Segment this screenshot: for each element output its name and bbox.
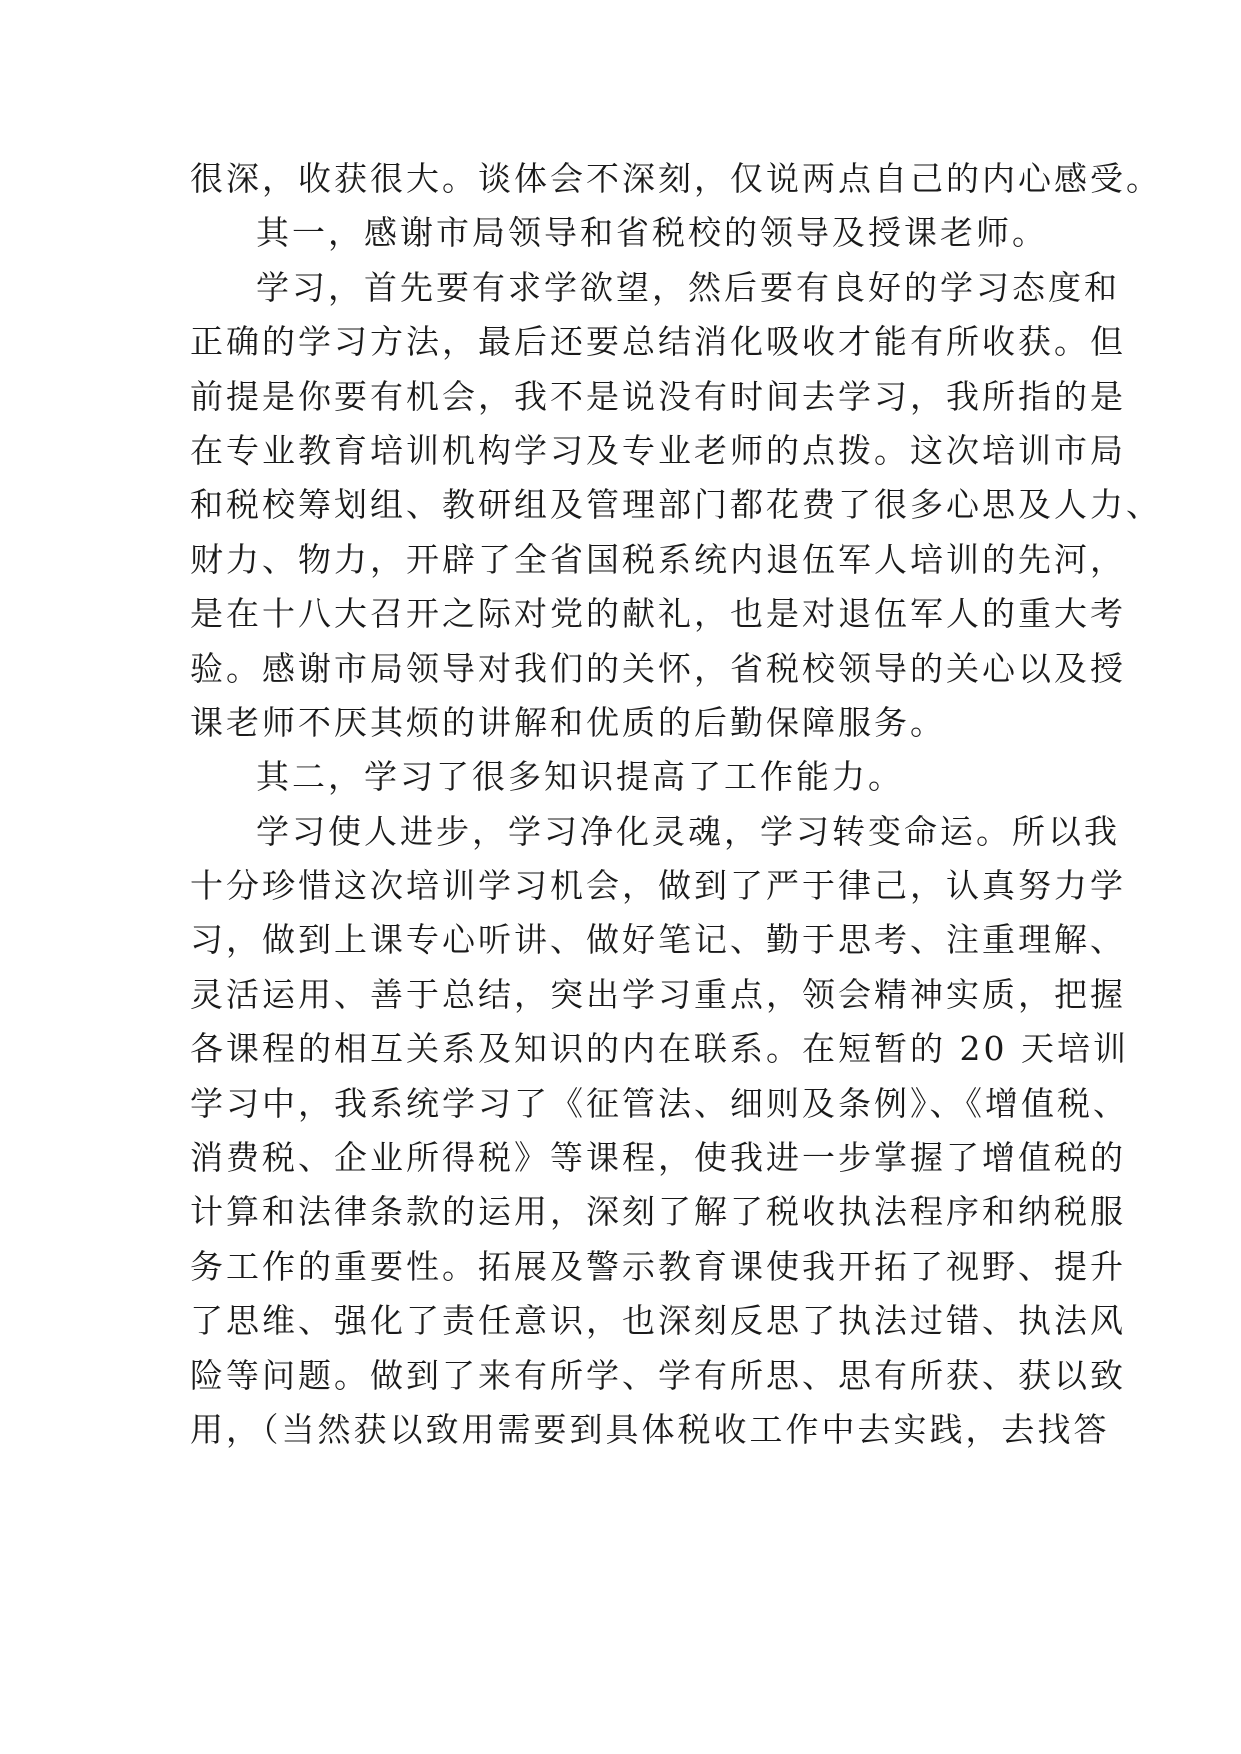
text-line: 学习中，我系统学习了《征管法、细则及条例》、《增值税、 [190,1083,1129,1123]
text-line: 务工作的重要性。拓展及警示教育课使我开拓了视野、提升 [190,1246,1126,1286]
text-line: 计算和法律条款的运用，深刻了解了税收执法程序和纳税服 [190,1192,1126,1232]
text-line: 消费税、企业所得税》等课程，使我进一步掌握了增值税的 [190,1138,1126,1178]
text-line: 很深，收获很大。谈体会不深刻，仅说两点自己的内心感受。 [190,159,1162,198]
text-line: 灵活运用、善于总结，突出学习重点，领会精神实质，把握 [190,974,1126,1014]
text-line: 学习使人进步，学习净化灵魂，学习转变命运。所以我 [256,811,1120,851]
text-line: 学习，首先要有求学欲望，然后要有良好的学习态度和 [256,267,1120,307]
text-line: 课老师不厌其烦的讲解和优质的后勤保障服务。 [190,702,946,742]
document-body [190,152,1162,1457]
text-line: 和税校筹划组、教研组及管理部门都花费了很多心思及人力、 [190,485,1162,525]
text-line: 各课程的相互关系及知识的内在联系。在短暂的 20 天培训 [190,1029,1129,1069]
text-line: 是在十八大召开之际对党的献礼，也是对退伍军人的重大考 [190,594,1126,634]
text-line: 验。感谢市局领导对我们的关怀，省税校领导的关心以及授 [190,648,1126,688]
text-line: 其一，感谢市局领导和省税校的领导及授课老师。 [256,213,1048,253]
text-line: 习，做到上课专心听讲、做好笔记、勤于思考、注重理解、 [190,920,1126,960]
text-line: 了思维、强化了责任意识，也深刻反思了执法过错、执法风 [190,1301,1126,1341]
text-line: 其二，学习了很多知识提高了工作能力。 [256,757,904,797]
text-line: 用，（当然获以致用需要到具体税收工作中去实践，去找答 [190,1409,1110,1449]
text-line: 在专业教育培训机构学习及专业老师的点拨。这次培训市局 [190,430,1126,470]
text-line: 正确的学习方法，最后还要总结消化吸收才能有所收获。但 [190,322,1126,362]
text-line: 前提是你要有机会，我不是说没有时间去学习，我所指的是 [190,376,1126,416]
text-line: 十分珍惜这次培训学习机会，做到了严于律己，认真努力学 [190,866,1126,906]
text-line: 财力、物力，开辟了全省国税系统内退伍军人培训的先河， [190,539,1126,579]
text-line: 险等问题。做到了来有所学、学有所思、思有所获、获以致 [190,1355,1126,1395]
